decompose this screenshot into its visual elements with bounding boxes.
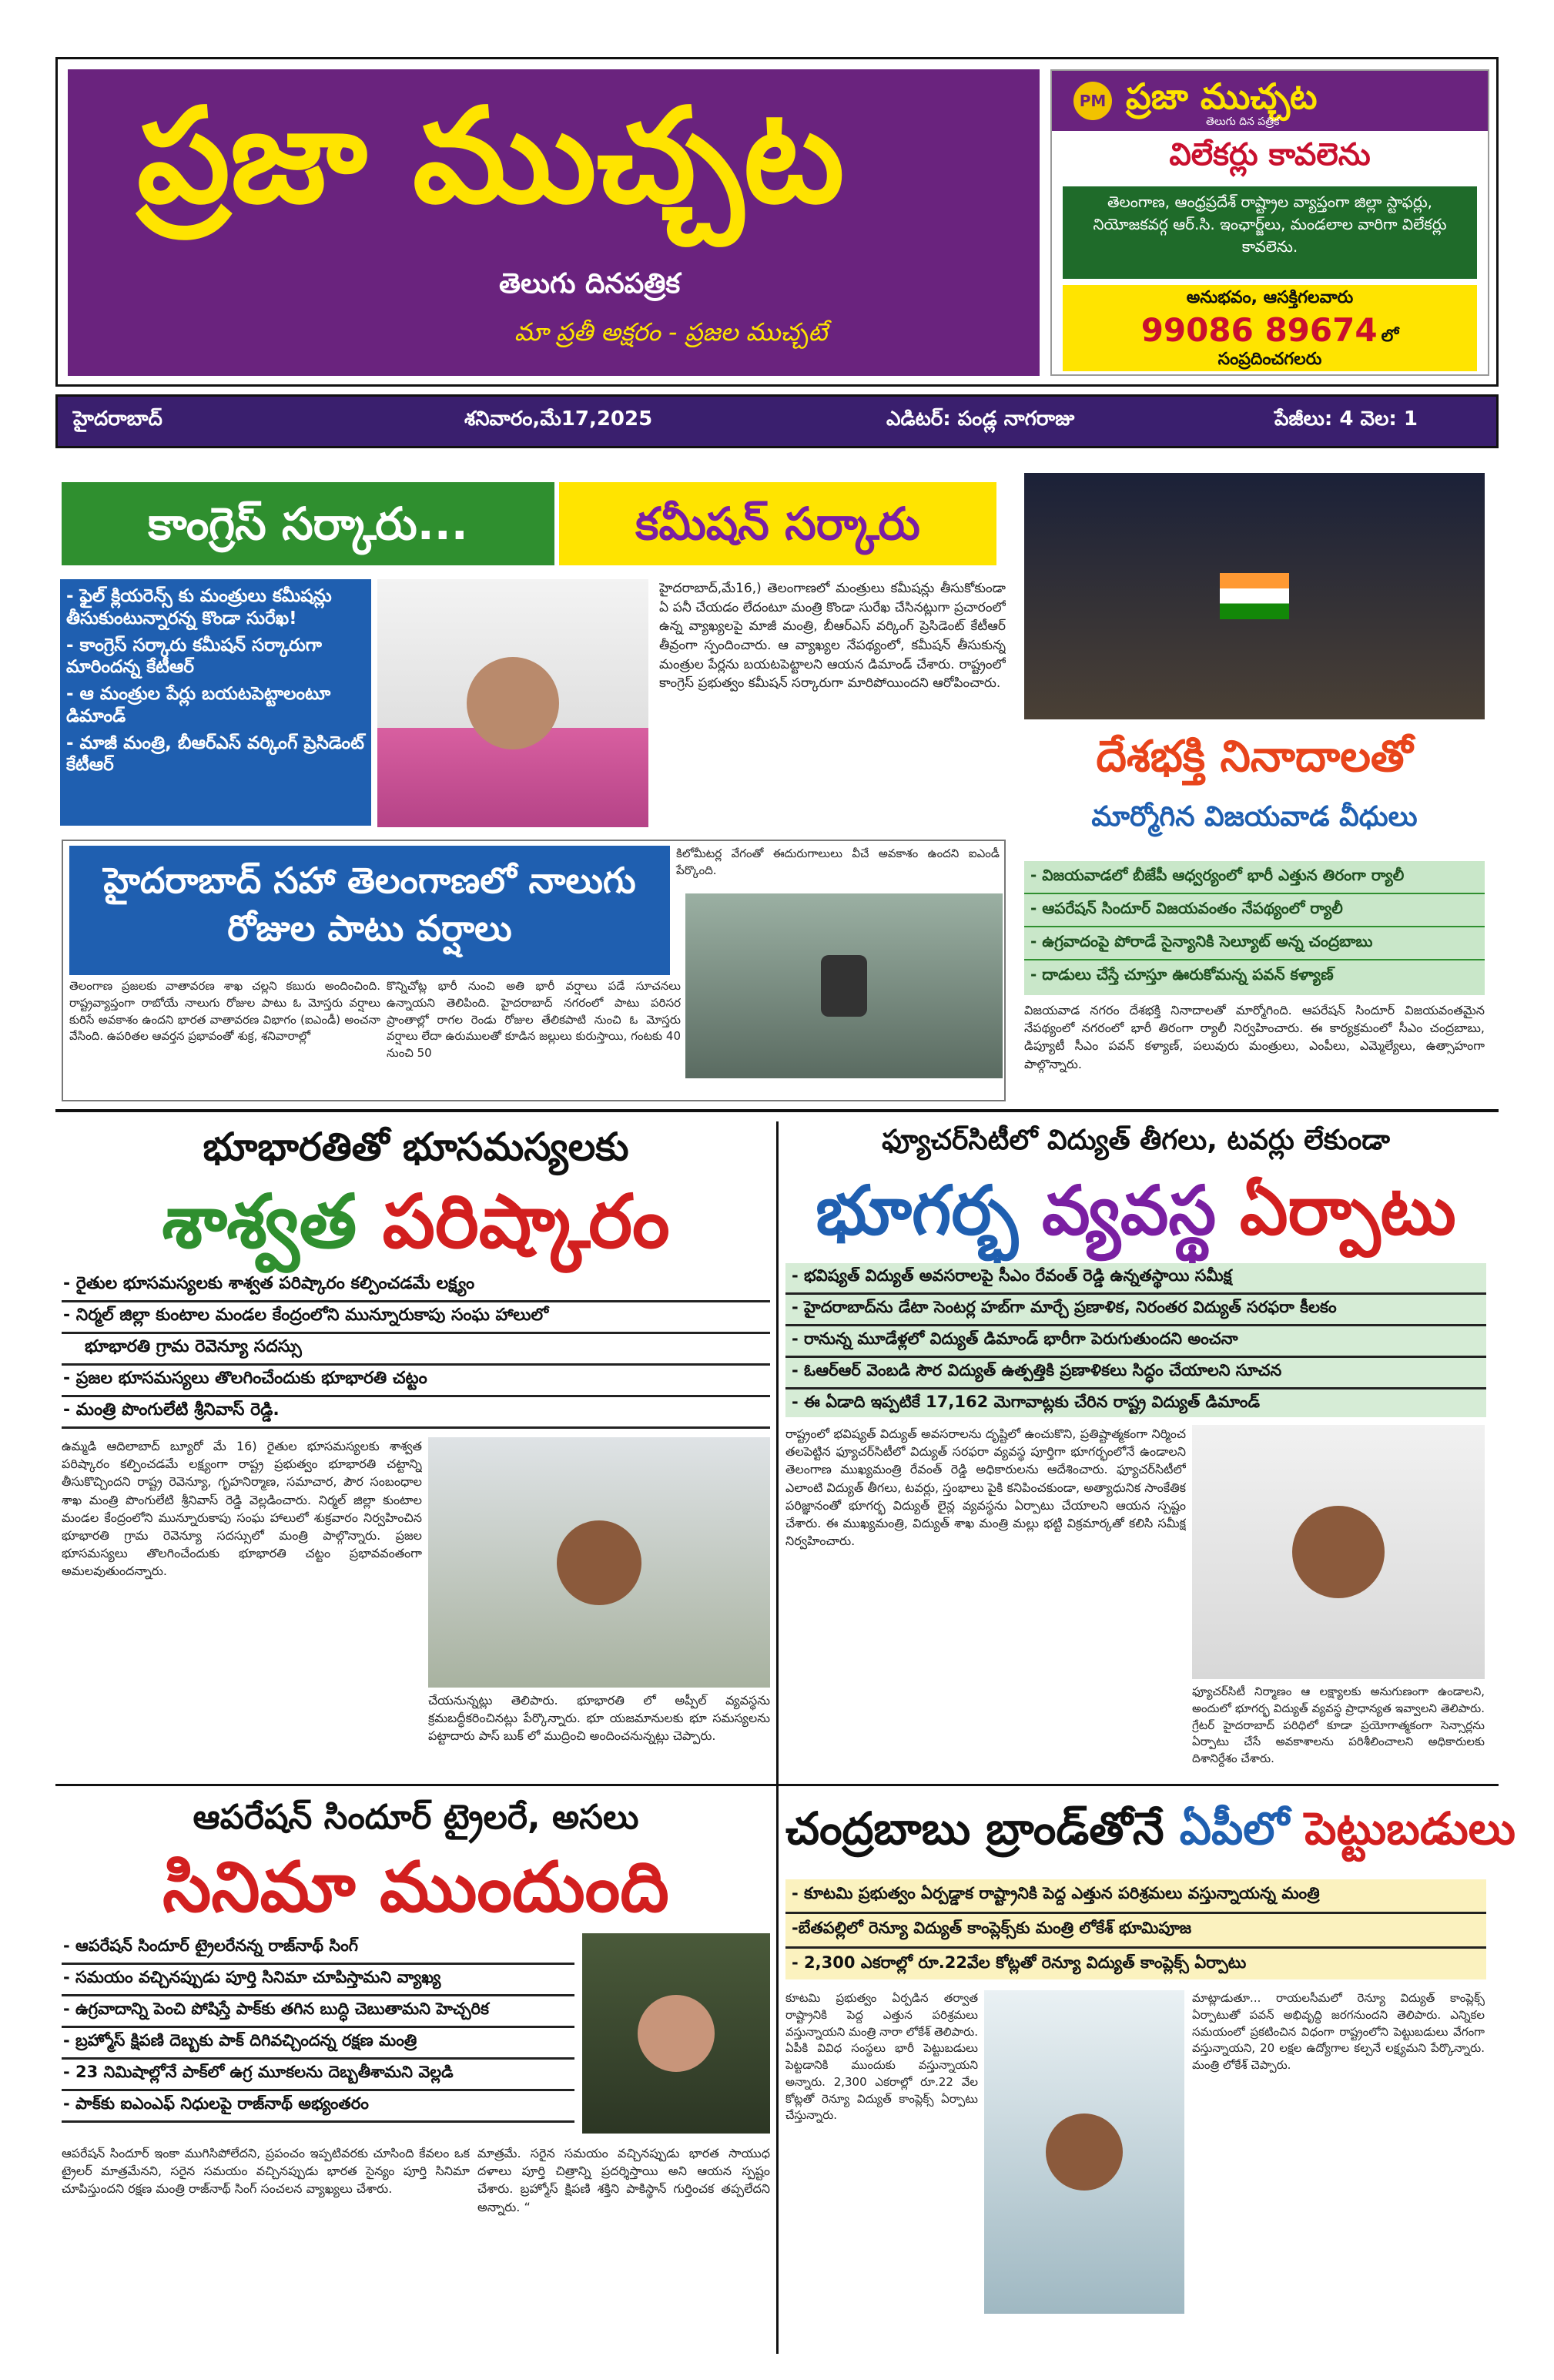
dateline-bar [55,394,1499,448]
story4-bullet: - నిర్మల్ జిల్లా కుంటాల మండల కేంద్రంలోని మున్నూరుకాపు సంఘ హాలులో [62,1302,770,1334]
story1-headline-a-text: కాంగ్రెస్ సర్కారు... [148,498,468,550]
story5-bullet: - ఓఆర్ఆర్ వెంబడి సౌర విద్యుత్ ఉత్పత్తికి ప్రణాళికలు సిద్ధం చేయాలని సూచన [785,1358,1486,1389]
ad-logo-bar [1052,71,1488,131]
flag-icon [1220,573,1289,619]
story5-bullet: - హైదరాబాద్‌ను డేటా సెంటర్ల హబ్‌గా మార్చే ప్రణాళిక, నిరంతర విద్యుత్ సరఫరా కీలకం [785,1295,1486,1326]
story1-bullet: - కాంగ్రెస్ సర్కారు కమీషన్ సర్కారుగా మారిందన్న కేటీఆర్ [66,635,322,678]
section-divider [55,1784,1499,1786]
story1-headline-b-text: కమీషన్ సర్కారు [635,498,920,550]
story5-vertical-divider [776,1121,779,2354]
masthead-title-box [68,69,1040,376]
story7-headline [785,1802,1515,1866]
story2-headline: హైదరాబాద్ సహా తెలంగాణలో నాలుగు రోజుల పాటు వర్షాలు [69,846,670,975]
story4-bullet: - రైతుల భూసమస్యలకు శాశ్వత పరిష్కారం కల్పించడమే లక్ష్యం [62,1271,770,1302]
masthead-subtitle: తెలుగు దినపత్రిక [499,268,681,300]
story3-body: విజయవాడ నగరం దేశభక్తి నినాదాలతో మార్మోగింది. ఆపరేషన్ సిందూర్ విజయవంతమైన నేపథ్యంలో నగరంలో భారీ తిరంగా ర్యాలీ నిర్వహించారు. ఈ కార్యక్రమంలో సీఎం చంద్రబాబు, డిప్యూటీ సీఎం పవన్ కళ్యాణ్, పలువురు మంత్రులు, ఎంపీలు, ఎమ్మెల్యేలు, ఉత్సాహంగా పాల్గొన్నారు. [1024,1003,1485,1071]
story6-bullet: - పాక్‌కు ఐఎంఎఫ్ నిధులపై రాజ్‌నాథ్ అభ్యంతరం [62,2091,574,2123]
story6-bullet: - ఆపరేషన్ సిందూర్ ట్రైలరేనన్న రాజ్‌నాథ్ సింగ్ [62,1933,574,1965]
story3-bullet: - విజయవాడలో బీజేపీ ఆధ్వర్యంలో భారీ ఎత్తున తిరంగా ర్యాలీ [1024,861,1485,894]
story1-bullets [60,579,371,826]
story7-body-a: కూటమి ప్రభుత్వం ఏర్పడిన తర్వాత రాష్ట్రానికి పెద్ద ఎత్తున పరిశ్రమలు వస్తున్నాయని మంత్రి నారా లోకేశ్ తెలిపారు. ఏపీకి వివిధ సంస్థలు భారీ పెట్టుబడులు పెట్టడానికి ముందుకు వస్తున్నాయని అన్నారు. 2,300 ఎకరాల్లో రూ.22 వేల కోట్లతో రెన్యూ విద్యుత్ కాంప్లెక్స్ ఏర్పాటు చేస్తున్నారు. [785,1991,978,2123]
story4-bullet: - మంత్రి పొంగులేటి శ్రీనివాస్ రెడ్డి. [62,1397,770,1429]
story4-body-a: ఉమ్మడి ఆదిలాబాద్ బ్యూరో మే 16) రైతుల భూసమస్యలకు శాశ్వత పరిష్కారం కల్పించడమే లక్ష్యంగా రాష్ట్ర ప్రభుత్వం భూభారతి చట్టాన్ని తీసుకొచ్చిందని రాష్ట్ర రెవెన్యూ, గృహనిర్మాణ, సమాచార, పౌర సంబంధాల శాఖ మంత్రి పొంగులేటి శ్రీనివాస్ రెడ్డి వెల్లడించారు. నిర్మల్ జిల్లా కుంటాల మండల కేంద్రంలోని మున్నూరుకాపు సంఘ హాలులో శుక్రవారం నిర్వహించిన భూభారతి గ్రామ రెవెన్యూ సదస్సులో మంత్రి పాల్గొన్నారు. ప్రజల భూసమస్యలు తొలగించేందుకు భూభారతి చట్టం ప్రభావవంతంగా అమలవుతుందన్నారు. [62,1439,422,1579]
story5-kicker: ఫ్యూచర్‌సిటీలో విద్యుత్ తీగలు, టవర్లు లేకుండా [882,1125,1390,1156]
story4-headline-b1: శాశ్వత [162,1178,357,1265]
story3-subhead: మార్మోగిన విజయవాడ వీధులు [1091,801,1418,833]
story1-bullet: - మాజీ మంత్రి, బీఆర్ఎస్ వర్కింగ్ ప్రెసిడెంట్ కేటీఆర్ [66,732,364,776]
ad-logo-sub: తెలుగు దిన పత్రిక [1206,116,1280,128]
story6-bullet: - 23 నిమిషాల్లోనే పాక్‌లో ఉగ్ర మూకలను దెబ్బతీశామని వెల్లడి [62,2060,574,2091]
person-icon [557,1520,641,1605]
story4-headline-b [62,1178,770,1283]
story2-body-c: కిలోమీటర్ల వేగంతో ఈదురుగాలులు వీచే అవకాశం ఉందని ఐఎండీ పేర్కొంది. [676,846,1000,877]
story5-headline-b: వ్యవస్థ [1041,1171,1217,1250]
ad-body: తెలంగాణ, ఆంధ్రప్రదేశ్ రాష్ట్రాల వ్యాప్తంగా జిల్లా స్టాఫర్లు, నియోజకవర్గ ఆర్.సి. ఇంఛార్జ్‌లు, మండలాల వారిగా విలేకర్లు కావలెను. [1063,186,1477,279]
dateline-date: శనివారం,మే17,2025 [464,407,653,431]
ad-phone-row [1063,311,1477,350]
ad-experience: అనుభవం, ఆసక్తిగలవారు [1186,288,1354,307]
story4-bullet: భూభారతి గ్రామ రెవెన్యూ సదస్సు [62,1334,770,1366]
story6-headline-a: ఆపరేషన్ సిందూర్ ట్రైలరే, అసలు [193,1798,639,1837]
story5-body-b: ఫ్యూచర్‌సిటీ నిర్మాణం ఆ లక్ష్యాలకు అనుగుణంగా ఉండాలని, అందులో భూగర్భ విద్యుత్ వ్యవస్థ ప్రాధాన్యత ఇవ్వాలని తెలిపారు. గ్రేటర్ హైదరాబాద్ పరిధిలో కూడా ప్రయోగాత్మకంగా సెన్సార్లను ఏర్పాటు చేసే అవకాశాలను పరిశీలించాలని అధికారులకు దిశానిర్దేశం చేశారు. [1192,1684,1485,1765]
revanth-photo [1192,1425,1485,1679]
rajnath-photo [582,1933,770,2134]
ad-heading: విలేకర్లు కావలెను [1169,137,1371,173]
person-icon [1292,1506,1385,1598]
section-divider [55,1109,1499,1112]
story7-bullet: - కూటమి ప్రభుత్వం ఏర్పడ్డాక రాష్ట్రానికి పెద్ద ఎత్తున పరిశ్రమలు వస్తున్నాయన్న మంత్రి [785,1879,1486,1914]
story2-body-a: తెలంగాణ ప్రజలకు వాతావరణ శాఖ చల్లని కబురు అందించింది. రాష్ట్రవ్యాప్తంగా రాబోయే నాలుగు రోజుల పాటు ఓ మోస్తరు వర్షాలు కురిసే అవకాశం ఉందని భారత వాతావరణ విభాగం (ఐఎండీ) అంచనా వేసింది. ఉపరితల ఆవర్తన ప్రభావంతో శుక్ర, శనివారాల్లో [69,979,380,1044]
story4-body-b: చేయనున్నట్లు తెలిపారు. భూభారతి లో అప్పీల్ వ్యవస్థను క్రమబద్ధీకరించినట్లు పేర్కొన్నారు. భూ యజమానులకు భూ సమస్యలను పట్టాదారు పాస్ బుక్ లో ముద్రించి అందించనున్నట్లు చెప్పారు. [428,1693,770,1744]
story2-body-b: కొన్నిచోట్ల భారీ నుంచి అతి భారీ వర్షాలు పడే సూచనలు ఉన్నాయని తెలిపింది. హైదరాబాద్ నగరంలో పాటు పరిసర ప్రాంతాల్లో రాగల రెండు రోజుల తేలికపాటి నుంచి ఓ మోస్తరు వర్షాలు లేదా ఉరుములతో కూడిన జల్లులు కురుస్తాయి, గంటకు 40 నుంచి 50 [387,979,681,1060]
story1-headline-b [559,482,996,565]
story5-bullet: - భవిష్యత్ విద్యుత్ అవసరాలపై సీఎం రేవంత్ రెడ్డి ఉన్నతస్థాయి సమీక్ష [785,1263,1486,1295]
dateline-pages: పేజీలు: 4 వెల: 1 [1274,407,1418,431]
story5-body-a: రాష్ట్రంలో భవిష్యత్ విద్యుత్ అవసరాలను దృష్టిలో ఉంచుకొని, ప్రతిష్టాత్మకంగా నిర్మించ తలపెట్టిన ఫ్యూచర్‌సిటీలో విద్యుత్ సరఫరా వ్యవస్థ పూర్తిగా భూగర్భంలోనే ఉండాలని తెలంగాణ ముఖ్యమంత్రి రేవంత్ రెడ్డి అధికారులను ఆదేశించారు. ఫ్యూచర్‌సిటీలో ఎలాంటి విద్యుత్ తీగలు, టవర్లు, స్తంభాలు పైకి కనిపించకుండా, అత్యాధునిక సాంకేతిక పరిజ్ఞానంతో భూగర్భ విద్యుత్ లైన్ల వ్యవస్థను ఏర్పాటు చేయాలని ఆయన స్పష్టం చేశారు. ఈ ముఖ్యమంత్రి, విద్యుత్ శాఖ మంత్రి మల్లు భట్టి విక్రమార్కతో కలిసి సమీక్ష నిర్వహించారు. [785,1426,1186,1549]
story4-headline-a: భూభారతితో భూసమస్యలకు [203,1125,629,1169]
story5-bullets [785,1263,1486,1417]
story5-bullet: - ఈ ఏడాది ఇప్పటికే 17,162 మెగావాట్లకు చేరిన రాష్ట్ర విద్యుత్ డిమాండ్ [792,1393,1260,1411]
story3-bullets [1024,861,1485,995]
tiranga-rally-photo [1024,473,1485,719]
story3-bullet: - దాడులు చేస్తే చూస్తూ ఊరుకోమన్న పవన్ కళ్యాణ్ [1030,965,1334,984]
rain-photo [685,893,1003,1078]
story7-headline-c: పెట్టుబడులు [1304,1802,1515,1855]
story7-bullets [785,1879,1486,1979]
story1-bullet: - ఫైల్ క్లియరెన్స్ కు మంత్రులు కమీషన్లు తీసుకుంటున్నారన్న కొండా సురేఖ! [66,586,332,629]
story6-body-a: ఆపరేషన్ సిందూర్ ఇంకా ముగిసిపోలేదని, ప్రపంచం ఇప్పటివరకు చూసింది కేవలం ఒక ట్రైలర్ మాత్రమేనని, సరైన సమయం వచ్చినప్పుడు భారత సైన్యం పూర్తి సినిమా చూపిస్తుందని రక్షణ మంత్రి రాజ్‌నాథ్ సింగ్ సంచలన వ్యాఖ్యలు చేశారు. [62,2146,470,2197]
story1-bullet: - ఆ మంత్రుల పేర్లు బయటపెట్టాలంటూ డిమాండ్ [66,684,331,726]
story7-bullet: -బేతపల్లిలో రెన్యూ విద్యుత్ కాంప్లెక్స్‌కు మంత్రి లోకేశ్ భూమిపూజ [785,1914,1486,1949]
story7-headline-a: చంద్రబాబు బ్రాండ్‌తోనే [785,1802,1164,1855]
ad-contact-box [1063,285,1477,371]
ponguleti-photo [428,1437,770,1688]
story6-bullets [62,1933,574,2134]
story4-headline-b2: పరిష్కారం [382,1178,670,1265]
recruitment-ad [1050,69,1489,376]
masthead-title: ప్రజా ముచ్చట [137,80,845,233]
person-icon [467,657,559,749]
story1-headline-a [62,482,554,565]
person-icon [638,1995,715,2072]
story5-bullet: - రానున్న మూడేళ్లలో విద్యుత్ డిమాండ్ భారీగా పెరుగుతుందని అంచనా [785,1326,1486,1358]
story6-body-b: మాత్రమే. సరైన సమయం వచ్చినప్పుడు భారత సాయుధ దళాలు పూర్తి చిత్రాన్ని ప్రదర్శిస్తాయి అని ఆయన స్పష్టం చేశారు. బ్రహ్మోస్ క్షిపణి శక్తిని పాకిస్థాన్ గుర్తించక తప్పలేదని అన్నారు. “ [477,2146,770,2214]
story7-body-b: మాట్లాడుతూ... రాయలసీమలో రెన్యూ విద్యుత్ కాంప్లెక్స్ ఏర్పాటుతో పవన్ అభివృద్ధి జరగనుందని తెలిపారు. ఎన్నికల సమయంలో ప్రకటించిన విధంగా రాష్ట్రంలోని పెట్టుబడులు వేగంగా వస్తున్నాయని, 20 లక్షల ఉద్యోగాల కల్పనే లక్ష్యమని పేర్కొన్నారు. మంత్రి లోకేశ్ చెప్పారు. [1192,1991,1485,2072]
dateline-city: హైదరాబాద్ [73,407,162,431]
ad-logo-icon: PM [1073,82,1112,120]
masthead-tagline: మా ప్రతీ అక్షరం - ప్రజల ముచ్చటే [514,317,828,347]
story5-headline [785,1171,1486,1267]
person-icon [1046,2114,1123,2191]
story6-bullet: - ఉగ్రవాదాన్ని పెంచి పోషిస్తే పాక్‌కు తగిన బుద్ధి చెబుతామని హెచ్చరిక [62,1996,574,2028]
story7-bullet: - 2,300 ఎకరాల్లో రూ.22వేల కోట్లతో రెన్యూ విద్యుత్ కాంప్లెక్స్ ఏర్పాటు [792,1953,1247,1972]
ad-logo-text: ప్రజా ముచ్చట [1126,75,1318,117]
story6-bullet: - బ్రహ్మోస్ క్షిపణి దెబ్బకు పాక్ దిగివచ్చిందన్న రక్షణ మంత్రి [62,2028,574,2060]
story4-bullet: - ప్రజల భూసమస్యలు తొలగించేందుకు భూభారతి చట్టం [62,1366,770,1397]
story6-headline-b: సినిమా ముందుంది [162,1847,669,1928]
story7-headline-b: ఏపీలో [1179,1802,1289,1855]
ktr-photo [377,579,648,827]
motorbike-icon [821,955,867,1017]
story1-body: హైదరాబాద్,మే16,) తెలంగాణలో మంత్రులు కమీషన్లు తీసుకోకుండా ఏ పనీ చేయడం లేదంటూ మంత్రి కొండా సురేఖ చేసినట్లుగా ప్రచారంలో ఉన్న వ్యాఖ్యలపై మాజీ మంత్రి, బీఆర్ఎస్ వర్కింగ్ ప్రెసిడెంట్ కేటీఆర్ తీవ్రంగా స్పందించారు. ఆ వ్యాఖ్యల నేపథ్యంలో, కమీషన్ తీసుకున్న మంత్రుల పేర్లను బయటపెట్టాలని ఆయన డిమాండ్ చేశారు. రాష్ట్రంలో కాంగ్రెస్ ప్రభుత్వం కమీషన్ సర్కారుగా మారిపోయిందని ఆరోపించారు. [659,581,1006,692]
lokesh-photo [984,1990,1184,2314]
story3-bullet: - ఆపరేషన్ సిందూర్ విజయవంతం నేపథ్యంలో ర్యాలీ [1024,894,1485,927]
ad-contact: సంప్రదించగలరు [1217,350,1322,369]
story3-headline: దేశభక్తి నినాదాలతో [1096,732,1413,782]
dateline-editor: ఎడిటర్: పండ్ల నాగరాజు [886,407,1075,431]
story3-bullet: - ఉగ్రవాదంపై పోరాడే సైన్యానికి సెల్యూట్ అన్న చంద్రబాబు [1024,927,1485,960]
story5-headline-a: భూగర్భ [816,1171,1019,1250]
story5-headline-c: ఏర్పాటు [1239,1171,1456,1250]
ad-phone-suffix: లో [1381,327,1399,346]
ad-phone[interactable]: 99086 89674 [1140,311,1378,349]
story6-bullet: - సమయం వచ్చినప్పుడు పూర్తి సినిమా చూపిస్తామని వ్యాఖ్య [62,1965,574,1996]
story4-bullets [62,1271,770,1420]
